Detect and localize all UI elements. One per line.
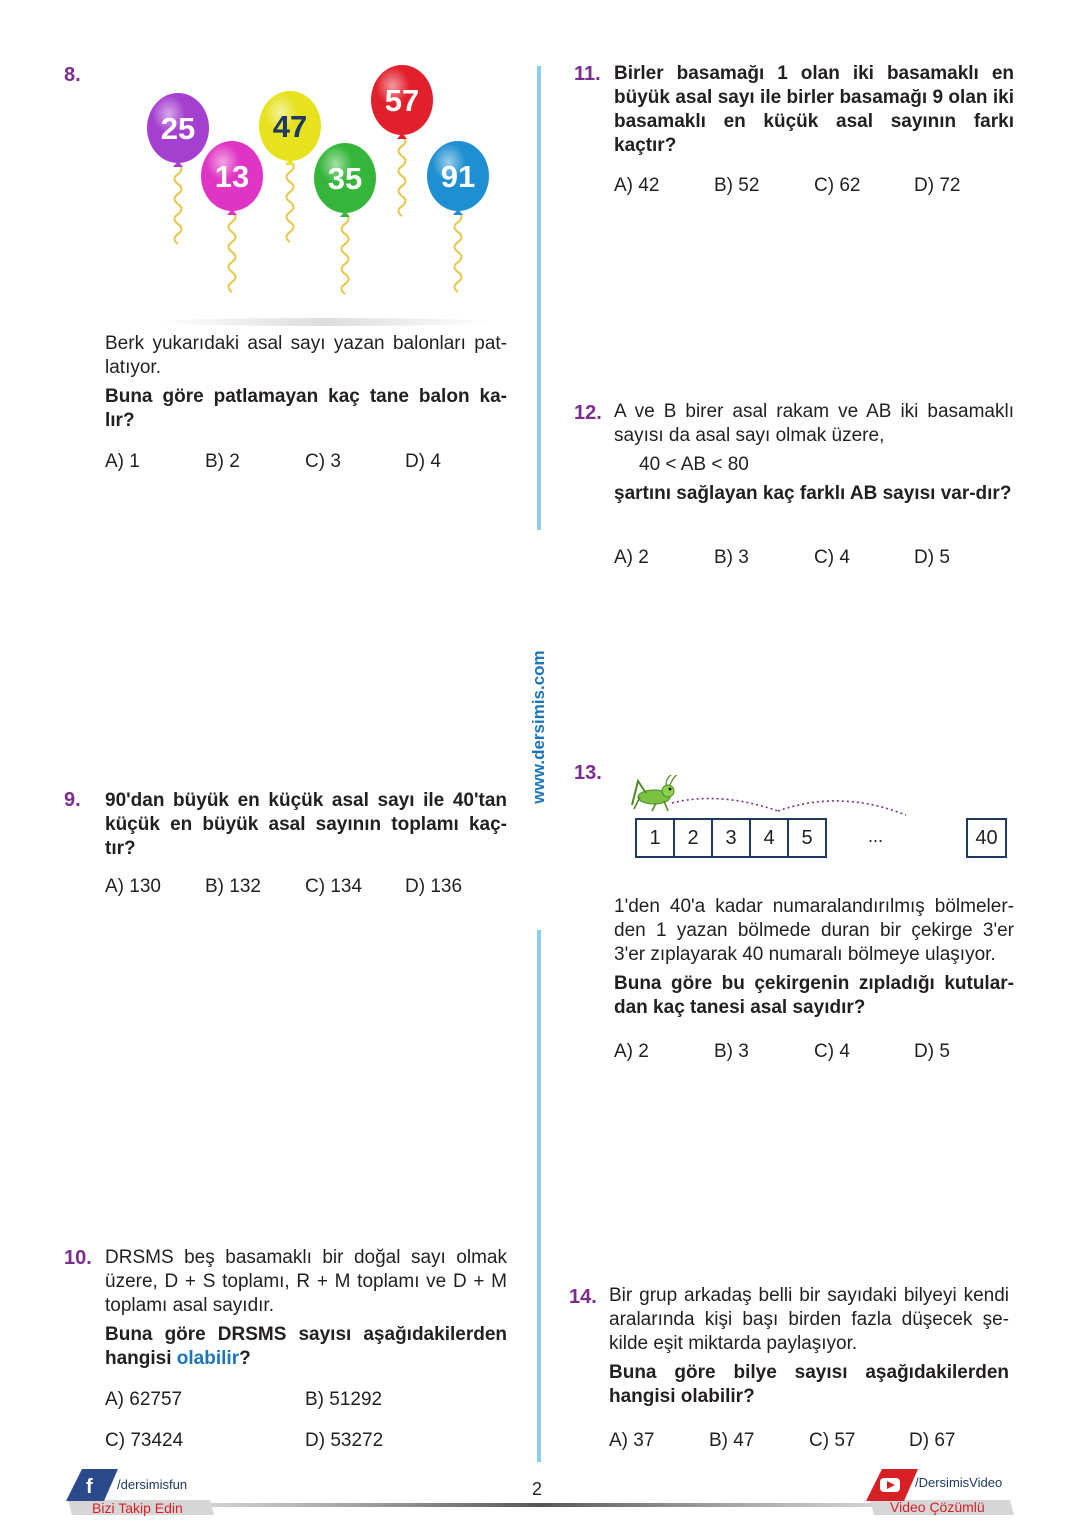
question-13-question: Buna göre bu çekirgenin zıpladığı kutular-dan kaç tanesi asal sayıdır?	[614, 973, 1014, 1018]
balloon-13	[201, 141, 263, 215]
page-number: 2	[532, 1479, 543, 1499]
balloon-label: 25	[160, 111, 196, 146]
choice-a[interactable]: A) 37	[609, 1430, 655, 1451]
box-5: 5	[787, 818, 827, 858]
question-11-choices	[614, 175, 1014, 197]
question-8-choices	[105, 451, 505, 473]
svg-text:f: f	[86, 1476, 93, 1498]
question-12-body	[614, 400, 1014, 506]
choice-a[interactable]: A) 2	[614, 547, 649, 568]
question-10-choices-row2	[105, 1430, 505, 1452]
question-8-body	[105, 332, 507, 433]
choice-b[interactable]: B) 47	[709, 1430, 755, 1451]
question-13-choices	[614, 1041, 1014, 1063]
choice-c[interactable]: C) 134	[305, 876, 363, 897]
question-11-question: Birler basamağı 1 olan iki basamaklı en büyük asal sayı ile birler basamağı 9 olan iki basamaklı en küçük asal sayının farkı kaçtır?	[614, 63, 1014, 156]
choice-b[interactable]: B) 3	[714, 547, 749, 568]
facebook-handle[interactable]: /dersimisfun	[117, 1477, 188, 1492]
question-12-question: şartını sağlayan kaç farklı AB sayısı var-dır?	[614, 483, 1012, 504]
balloon-47	[259, 91, 321, 165]
question-10-number: 10.	[64, 1247, 92, 1269]
choice-d[interactable]: D) 5	[914, 547, 950, 568]
question-10-body	[105, 1246, 507, 1371]
choice-c[interactable]: C) 3	[305, 451, 341, 472]
column-divider-bottom	[537, 930, 541, 1462]
choice-a[interactable]: A) 1	[105, 451, 140, 472]
question-9-question: 90'dan büyük en küçük asal sayı ile 40'tan küçük en büyük asal sayının toplamı kaç-tır?	[105, 790, 507, 859]
question-9-choices	[105, 876, 505, 898]
question-8-question: Buna göre patlamayan kaç tane balon ka-lır?	[105, 386, 507, 431]
question-12-number: 12.	[574, 402, 602, 424]
question-9-number: 9.	[64, 789, 81, 811]
choice-c[interactable]: C) 4	[814, 1041, 850, 1062]
question-14-choices	[609, 1430, 1009, 1452]
question-13-text: 1'den 40'a kadar numaralandırılmış bölmeler-den 1 yazan bölmede duran bir çekirge 3'er 3'er zıplayarak 40 numaralı bölmeye ulaşıyor.	[614, 896, 1014, 965]
grasshopper-icon	[632, 775, 680, 811]
choice-d[interactable]: D) 53272	[305, 1430, 384, 1451]
column-divider-top	[537, 66, 541, 530]
choice-a[interactable]: A) 2	[614, 1041, 649, 1062]
highlight-word: olabilir	[176, 1348, 240, 1369]
choice-a[interactable]: A) 130	[105, 876, 161, 897]
balloons-figure	[140, 60, 510, 330]
question-8-text: Berk yukarıdaki asal sayı yazan balonları pat-latıyor.	[105, 333, 507, 378]
question-12-text: A ve B birer asal rakam ve AB iki basamaklı sayısı da asal sayı olmak üzere,	[614, 401, 1014, 446]
question-14-text: Bir grup arkadaş belli bir sayıdaki bilyeyi kendi aralarında kişi başı birden fazla düşecek şe-kilde eşit miktarda paylaşıyor.	[609, 1285, 1009, 1354]
balloon-string	[229, 212, 236, 292]
balloon-string	[342, 214, 349, 294]
balloon-string	[287, 162, 294, 242]
box-3: 3	[711, 818, 751, 858]
video-solution-label: Video Çözümlü	[890, 1499, 985, 1515]
boxes-ellipsis: ...	[868, 826, 884, 846]
youtube-handle[interactable]: /DersimisVideo	[915, 1475, 1003, 1490]
balloon-string	[399, 136, 406, 216]
choice-a[interactable]: A) 62757	[105, 1389, 183, 1410]
youtube-icon	[866, 1469, 918, 1501]
choice-c[interactable]: C) 73424	[105, 1430, 184, 1451]
question-10-question: Buna göre DRSMS sayısı aşağıdakilerden hangisi olabilir?	[105, 1324, 507, 1369]
question-14-body	[609, 1284, 1009, 1409]
choice-b[interactable]: B) 132	[205, 876, 261, 897]
choice-d[interactable]: D) 4	[405, 451, 441, 472]
balloon-57	[371, 65, 433, 139]
choice-c[interactable]: C) 4	[814, 547, 850, 568]
question-13-body	[614, 895, 1014, 1020]
choice-d[interactable]: D) 5	[914, 1041, 950, 1062]
choice-d[interactable]: D) 136	[405, 876, 463, 897]
choice-b[interactable]: B) 3	[714, 1041, 749, 1062]
question-12-choices	[614, 547, 1014, 569]
balloon-label: 35	[327, 161, 363, 196]
choice-b[interactable]: B) 2	[205, 451, 240, 472]
choice-a[interactable]: A) 42	[614, 175, 660, 196]
box-4: 4	[749, 818, 789, 858]
choice-b[interactable]: B) 52	[714, 175, 760, 196]
choice-b[interactable]: B) 51292	[305, 1389, 383, 1410]
question-10-choices-row1	[105, 1389, 505, 1411]
follow-us-label: Bizi Takip Edin	[92, 1500, 183, 1516]
balloon-label: 91	[440, 159, 476, 194]
question-11-number: 11.	[574, 63, 601, 85]
question-13-number: 13.	[574, 762, 602, 784]
choice-d[interactable]: D) 67	[909, 1430, 956, 1451]
balloon-91	[427, 141, 489, 215]
question-10-text: DRSMS beş basamaklı bir doğal sayı olmak üzere, D + S toplamı, R + M toplamı ve D + M toplamı asal sayıdır.	[105, 1247, 507, 1316]
choice-d[interactable]: D) 72	[914, 175, 961, 196]
facebook-icon	[66, 1469, 118, 1501]
question-14-question: Buna göre bilye sayısı aşağıdakilerden hangisi olabilir?	[609, 1362, 1009, 1407]
number-boxes	[635, 818, 827, 858]
question-12-condition: 40 < AB < 80	[639, 454, 749, 475]
balloon-string	[175, 164, 182, 244]
balloon-label: 13	[214, 159, 250, 194]
box-2: 2	[673, 818, 713, 858]
choice-c[interactable]: C) 57	[809, 1430, 856, 1451]
box-1: 1	[635, 818, 675, 858]
balloon-label: 47	[272, 109, 308, 144]
balloon-string	[455, 212, 462, 292]
balloon-25	[147, 93, 209, 167]
website-watermark: www.dersimis.com	[529, 650, 548, 804]
question-11-body	[614, 62, 1014, 158]
question-14-number: 14.	[569, 1286, 597, 1308]
question-9-body	[105, 789, 507, 861]
box-40: 40	[966, 818, 1007, 858]
balloon-label: 57	[384, 83, 420, 118]
question-8-number: 8.	[64, 64, 81, 86]
choice-c[interactable]: C) 62	[814, 175, 861, 196]
balloon-35	[314, 143, 376, 217]
